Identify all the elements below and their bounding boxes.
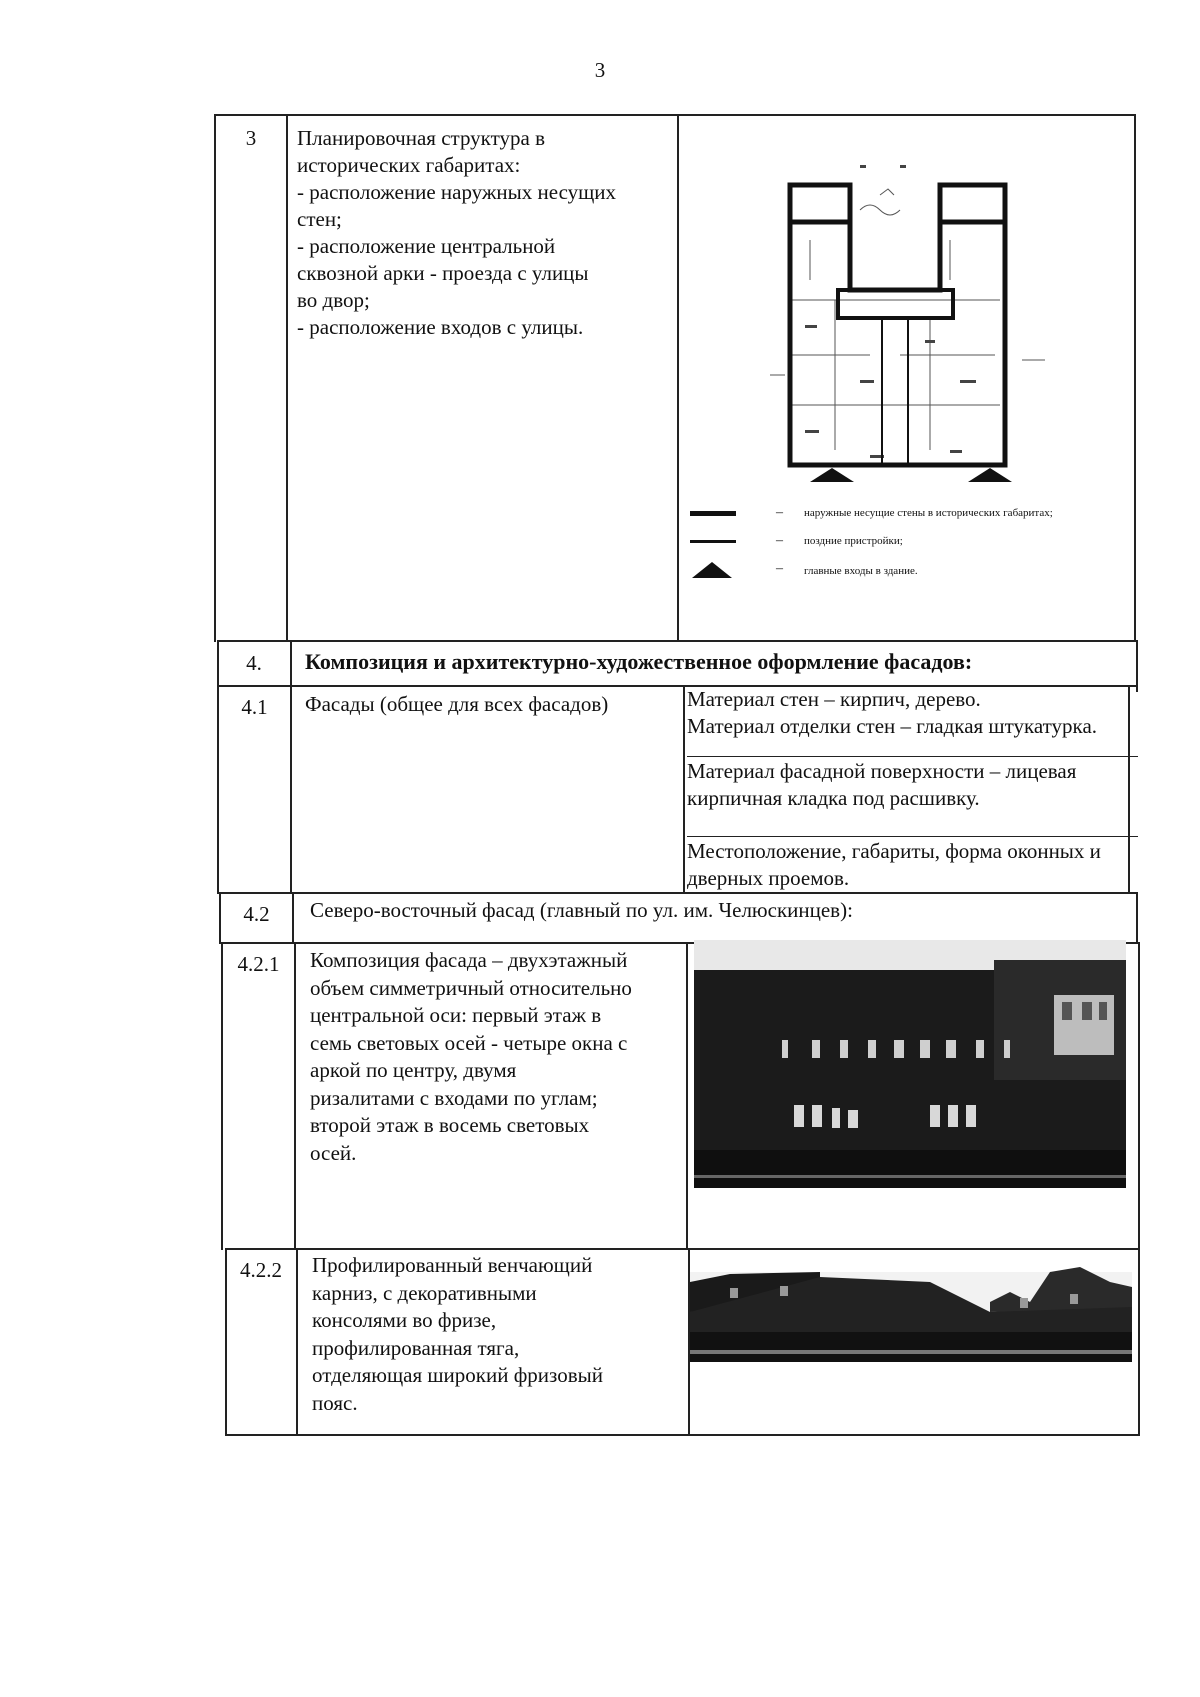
text-line: Композиция фасада – двухэтажный [310,948,628,972]
text-line: объем симметричный относительно [310,975,632,1000]
text-line: сквозной арки - проезда с улицы [297,261,589,285]
text-line: во двор; [297,288,370,312]
row-4-2-1-description [310,947,685,1167]
text-line: Материал фасадной поверхности – лицевая [687,759,1077,783]
thick-line-symbol [690,511,736,516]
text-line: аркой по центру, двумя [310,1058,517,1082]
row-4-2-number: 4.2 [243,902,270,926]
triangle-icon [690,559,734,579]
text-line: карниз, с декоративными [312,1280,537,1305]
legend-late-additions [690,533,1130,553]
row-4-1-item-3 [687,838,1132,892]
row-3-description [297,125,677,341]
text-line: отделяющая широкий фризовый [312,1363,603,1387]
text-line: ризалитами с входами по углам; [310,1085,598,1110]
row-3-number: 3 [245,126,257,150]
legend-main-entrances [690,559,1130,583]
legend-dash: – [776,561,783,576]
legend-dash: – [776,533,783,548]
text-line: Профилированный венчающий [312,1253,593,1277]
thin-line-symbol [690,540,736,543]
legend-historical-walls [690,505,1130,525]
text-line: осей. [310,1140,357,1165]
text-line: кирпичная кладка под расшивку. [687,786,980,810]
text-line: семь световых осей - четыре окна с [310,1030,628,1055]
text-line: второй этаж в восемь световых [310,1113,590,1137]
text-line: исторических габаритах: [297,153,521,177]
legend-dash: – [776,505,783,520]
text-line: консолями во фризе, [312,1308,497,1332]
legend-text: главные входы в здание. [804,565,918,577]
row-4-1-item-1 [687,686,1132,740]
row-4-2-2-description [312,1252,687,1417]
text-line: - расположение центральной [297,234,556,258]
legend-text: наружные несущие стены в исторических габаритах; [804,507,1053,519]
text-line: центральной оси: первый этаж в [310,1003,602,1027]
row-4-2-label: Северо-восточный фасад (главный по ул. им. Челюскинцев): [310,898,853,922]
text-line: пояс. [312,1390,358,1415]
floor-plan-image [760,150,1080,490]
row-4-1-number: 4.1 [241,695,268,719]
text-line: дверных проемов. [687,866,850,890]
text-line: Материал отделки стен – гладкая штукатурка. [687,714,1098,738]
text-line: Материал стен – кирпич, дерево. [687,687,981,711]
text-line: - расположение входов с улицы. [297,315,584,339]
facade-photo [694,940,1126,1188]
text-line: Планировочная структура в [297,126,545,150]
text-line: профилированная тяга, [312,1335,520,1360]
row-4-title: Композиция и архитектурно-художественное оформление фасадов: [305,649,973,674]
cornice-photo [690,1262,1132,1374]
legend-text: поздние пристройки; [804,535,903,547]
text-line: Местоположение, габариты, форма оконных и [687,839,1101,863]
text-line: - расположение наружных несущих [297,180,617,204]
row-4-2-1-number: 4.2.1 [237,952,280,976]
plan-legend [690,505,1130,585]
page-number: 3 [594,58,606,82]
row-4-2-2-number: 4.2.2 [240,1258,282,1282]
row-4-1-label: Фасады (общее для всех фасадов) [305,692,609,716]
row-4-number: 4. [246,651,262,675]
text-line: стен; [297,207,342,231]
row-4-1-item-2 [687,758,1132,812]
